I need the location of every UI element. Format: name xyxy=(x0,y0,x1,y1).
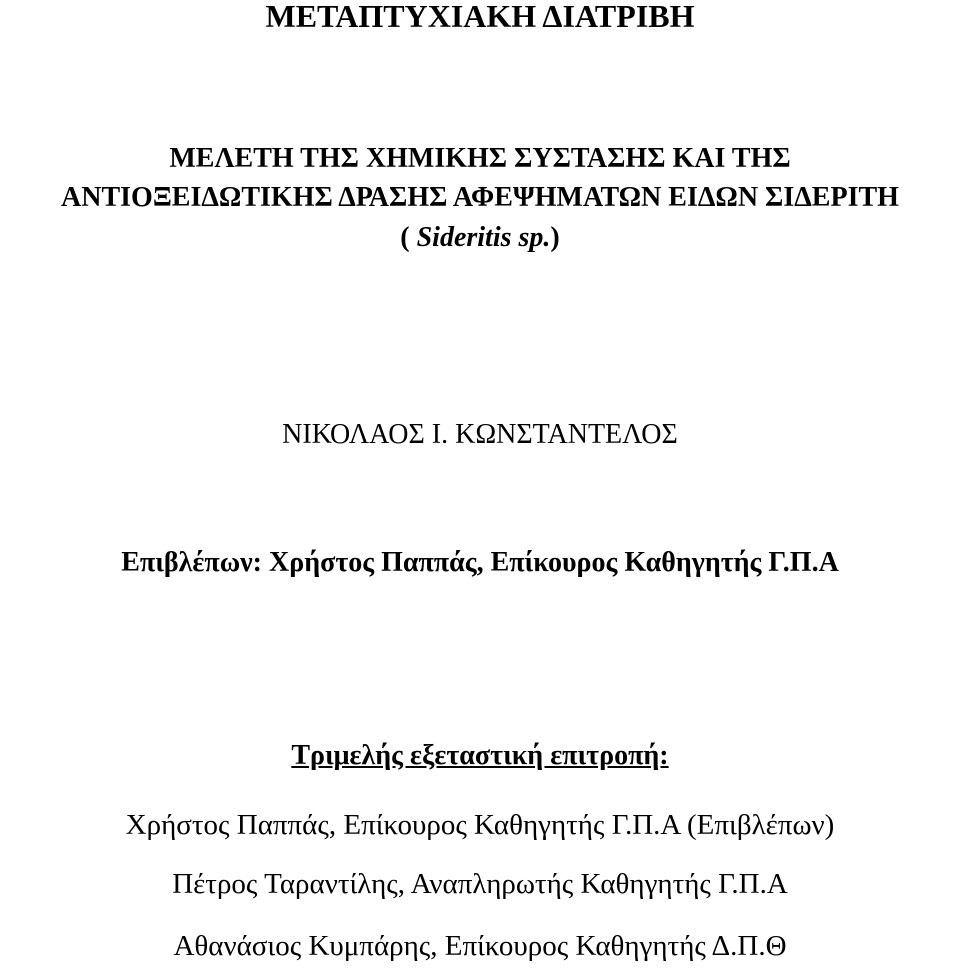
committee-heading: Τριμελής εξεταστική επιτροπή: xyxy=(291,740,669,771)
committee-member-2: Πέτρος Ταραντίλης, Αναπληρωτής Καθηγητής Γ.Π.Α xyxy=(172,868,788,900)
thesis-title-line-1: ΜΕΛΕΤΗ ΤΗΣ ΧΗΜΙΚΗΣ ΣΥΣΤΑΣΗΣ ΚΑΙ ΤΗΣ xyxy=(169,143,791,174)
species-name: Sideritis sp. xyxy=(416,222,551,253)
committee-member-3: Αθανάσιος Κυμπάρης, Επίκουρος Καθηγητής Δ.Π.Θ xyxy=(173,930,787,962)
thesis-title-line-2: ΑΝΤΙΟΞΕΙΔΩΤΙΚΗΣ ΔΡΑΣΗΣ ΑΦΕΨΗΜΑΤΩΝ ΕΙΔΩΝ ΣΙΔΕΡΙΤΗ xyxy=(61,182,899,213)
supervisor-line: Επιβλέπων: Χρήστος Παππάς, Επίκουρος Καθηγητής Γ.Π.Α xyxy=(121,547,839,578)
document-type-heading: ΜΕΤΑΠΤΥΧΙΑΚΗ ΔΙΑΤΡΙΒΗ xyxy=(265,0,695,34)
title-paren-open: ( xyxy=(400,222,417,253)
thesis-title-line-3 xyxy=(0,224,960,252)
author-name: ΝΙΚΟΛΑΟΣ Ι. ΚΩΝΣΤΑΝΤΕΛΟΣ xyxy=(282,419,678,450)
title-paren-close: ) xyxy=(550,222,560,253)
committee-member-1: Χρήστος Παππάς, Επίκουρος Καθηγητής Γ.Π.Α (Επιβλέπων) xyxy=(125,809,835,841)
